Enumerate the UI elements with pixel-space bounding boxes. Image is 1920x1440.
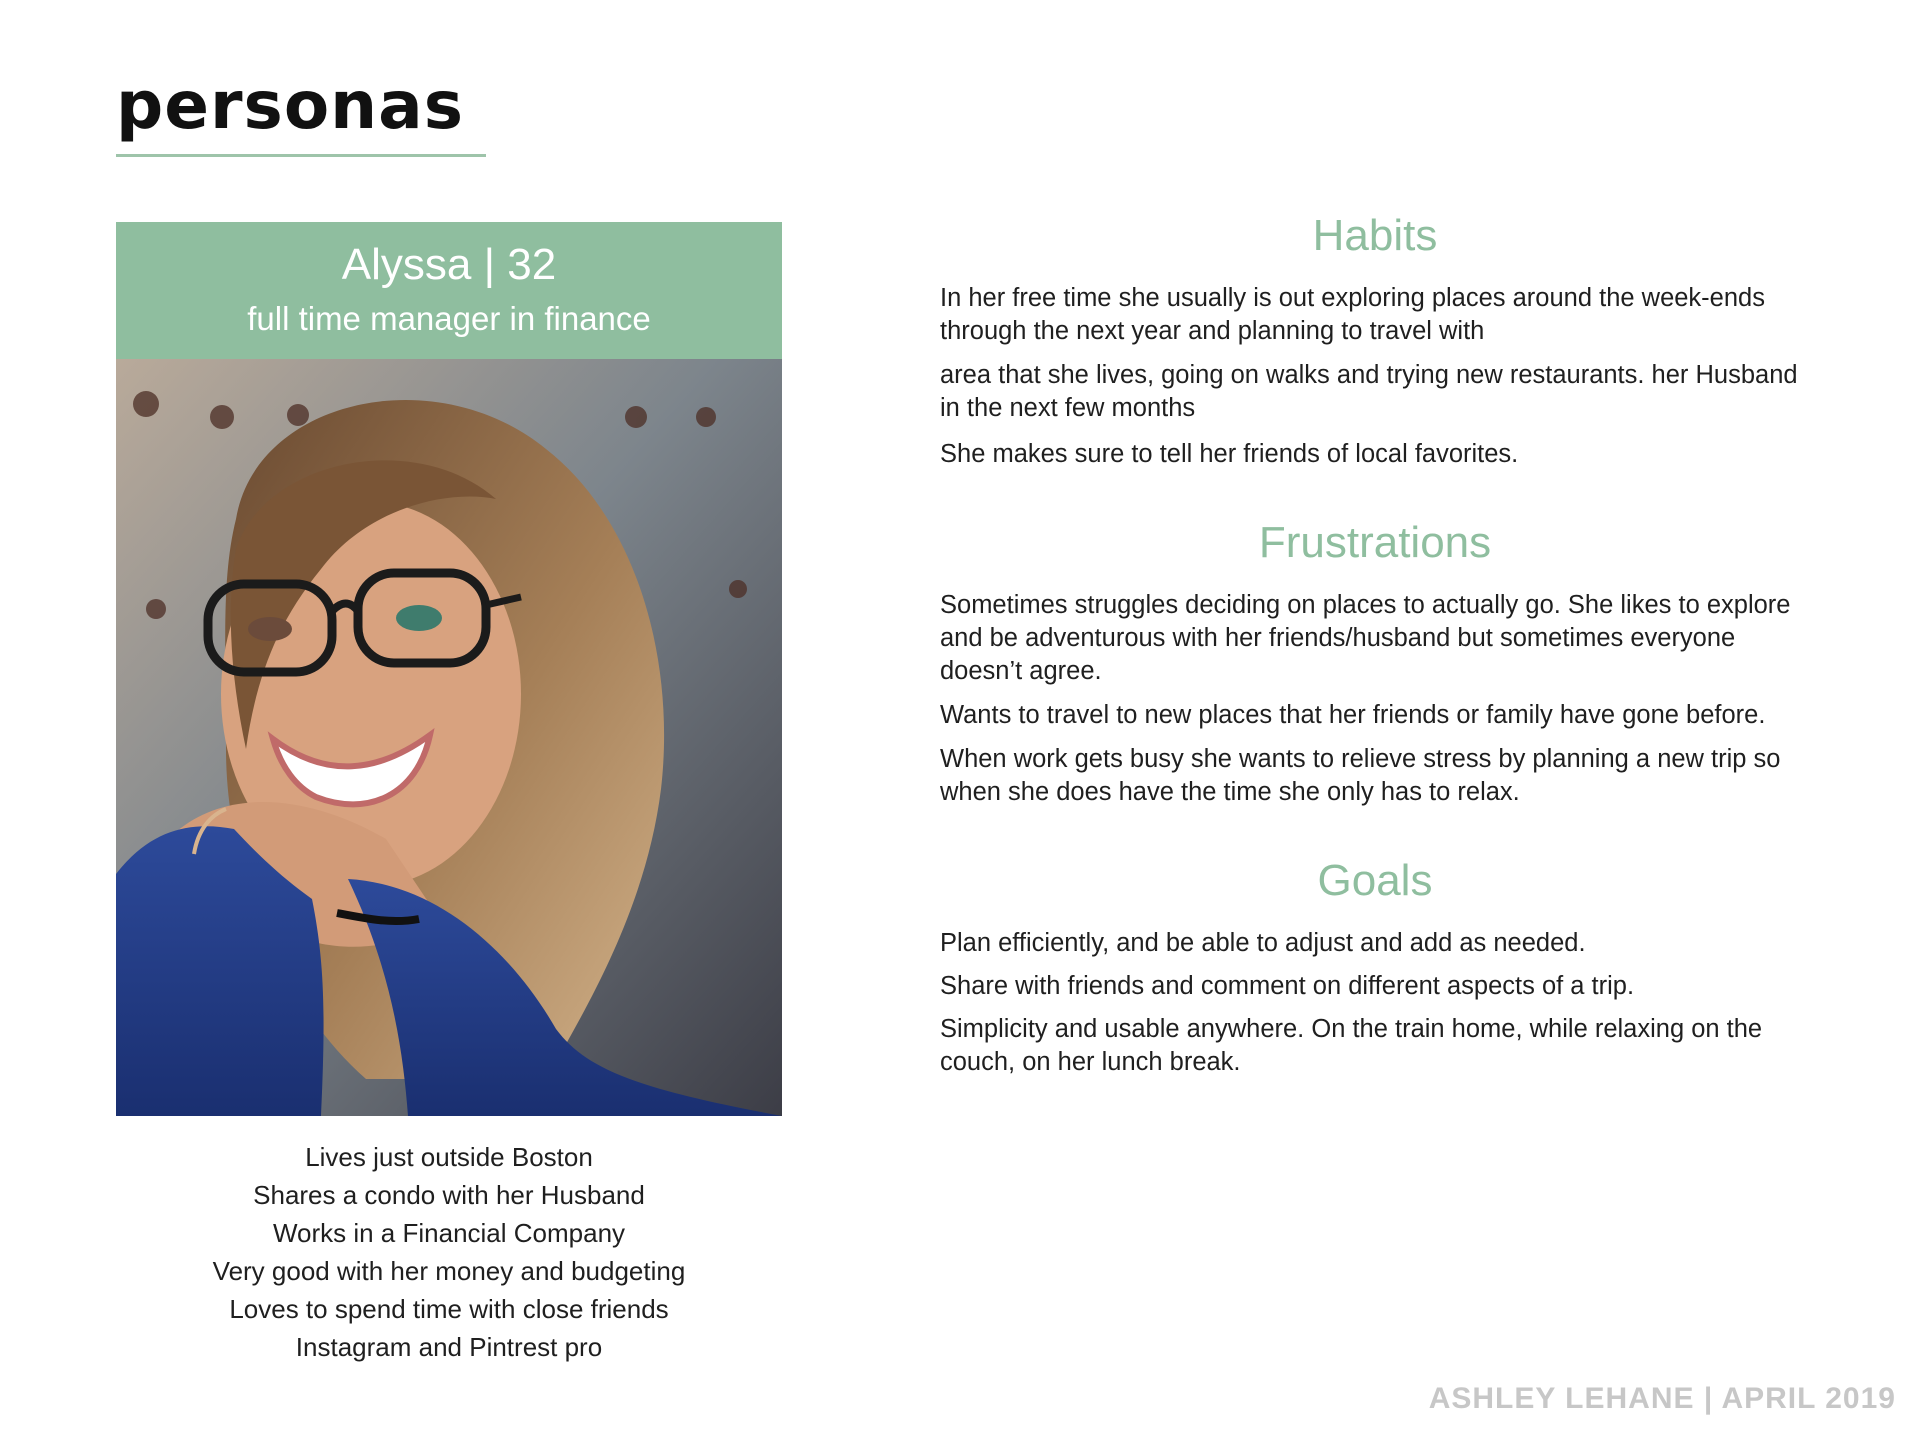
goals-paragraph: Simplicity and usable anywhere. On the train home, while relaxing on the couch, on her lunch break. (940, 1015, 1763, 1076)
trait-item: Lives just outside Boston (305, 1142, 593, 1172)
trait-item: Shares a condo with her Husband (253, 1180, 645, 1210)
persona-photo (116, 359, 782, 1116)
goals-paragraph: Share with friends and comment on different aspects of a trip. (940, 972, 1635, 1000)
page-title: personas (116, 67, 464, 144)
habits-paragraph: She makes sure to tell her friends of local favorites. (940, 440, 1519, 468)
goals-body (940, 927, 1810, 1079)
frustrations-paragraph: Wants to travel to new places that her friends or family have gone before. (940, 701, 1766, 729)
habits-body (940, 282, 1810, 471)
footer-credit: ASHLEY LEHANE | APRIL 2019 (1428, 1382, 1896, 1415)
title-underline (116, 154, 486, 157)
habits-paragraph: In her free time she usually is out exploring places around the week-ends through the next year and planning to travel with (940, 284, 1765, 345)
persona-traits-list (116, 1138, 782, 1366)
goals-heading: Goals (1317, 856, 1433, 905)
goals-section (940, 855, 1810, 1079)
habits-paragraph: area that she lives, going on walks and trying new restaurants. her Husband in the next few months (940, 361, 1798, 422)
frustrations-heading: Frustrations (1258, 518, 1492, 567)
frustrations-body (940, 589, 1810, 809)
habits-heading: Habits (1312, 211, 1438, 260)
frustrations-paragraph: When work gets busy she wants to relieve stress by planning a new trip so when she does have the time she only has to relax. (940, 745, 1781, 806)
trait-item: Instagram and Pintrest pro (295, 1332, 603, 1362)
habits-section (940, 210, 1810, 471)
trait-item: Very good with her money and budgeting (212, 1256, 686, 1286)
trait-item: Works in a Financial Company (272, 1218, 626, 1248)
persona-name-age: Alyssa | 32 (341, 240, 557, 289)
trait-item: Loves to spend time with close friends (229, 1294, 669, 1324)
persona-photo-illustration (116, 359, 782, 1116)
persona-role: full time manager in finance (247, 300, 651, 337)
persona-header (116, 222, 782, 359)
frustrations-paragraph: Sometimes struggles deciding on places to actually go. She likes to explore and be adventurous with her friends/husband but sometimes everyone doesn’t agree. (940, 591, 1791, 685)
persona-details (940, 210, 1810, 1079)
frustrations-section (940, 517, 1810, 809)
persona-card (116, 222, 782, 1116)
goals-paragraph: Plan efficiently, and be able to adjust and add as needed. (940, 929, 1586, 957)
